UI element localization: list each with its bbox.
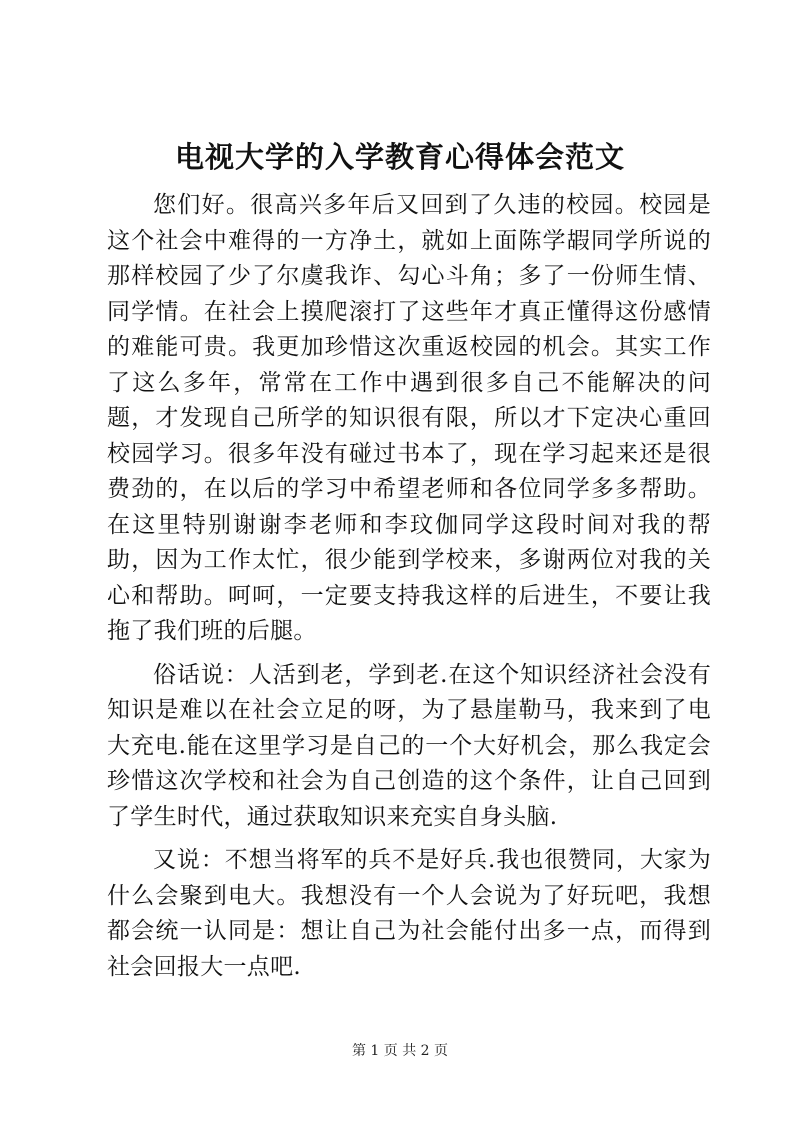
page-number-footer: 第 1 页 共 2 页 [351, 1043, 449, 1059]
paragraph-3: 又说：不想当将军的兵不是好兵.我也很赞同，大家为什么会聚到电大。我想没有一个人会说为了好玩吧，我想都会统一认同是：想让自己为社会能付出多一点，而得到社会回报大一点吧. [107, 847, 711, 980]
paragraph-2: 俗话说：人活到老，学到老.在这个知识经济社会没有知识是难以在社会立足的呀，为了悬崖勒马，我来到了电大充电.能在这里学习是自己的一个大好机会，那么我定会珍惜这次学校和社会为自己创造的这个条件，让自己回到了学生时代，通过获取知识来充实自身头脑. [107, 661, 711, 830]
paragraph-1: 您们好。很高兴多年后又回到了久违的校园。校园是这个社会中难得的一方净土，就如上面陈学嘏同学所说的那样校园了少了尔虞我诈、勾心斗角；多了一份师生情、同学情。在社会上摸爬滚打了这些年才真正懂得这份感情的难能可贵。我更加珍惜这次重返校园的机会。其实工作了这么多年，常常在工作中遇到很多自己不能解决的问题，才发现自己所学的知识很有限，所以才下定决心重回校园学习。很多年没有碰过书本了，现在学习起来还是很费劲的，在以后的学习中希望老师和各位同学多多帮助。在这里特别谢谢李老师和李玟伽同学这段时间对我的帮助，因为工作太忙，很少能到学校来，多谢两位对我的关心和帮助。呵呵，一定要支持我这样的后进生，不要让我拖了我们班的后腿。 [107, 192, 711, 644]
document-body [107, 188, 711, 985]
document-title: 电视大学的入学教育心得体会范文 [174, 140, 625, 174]
